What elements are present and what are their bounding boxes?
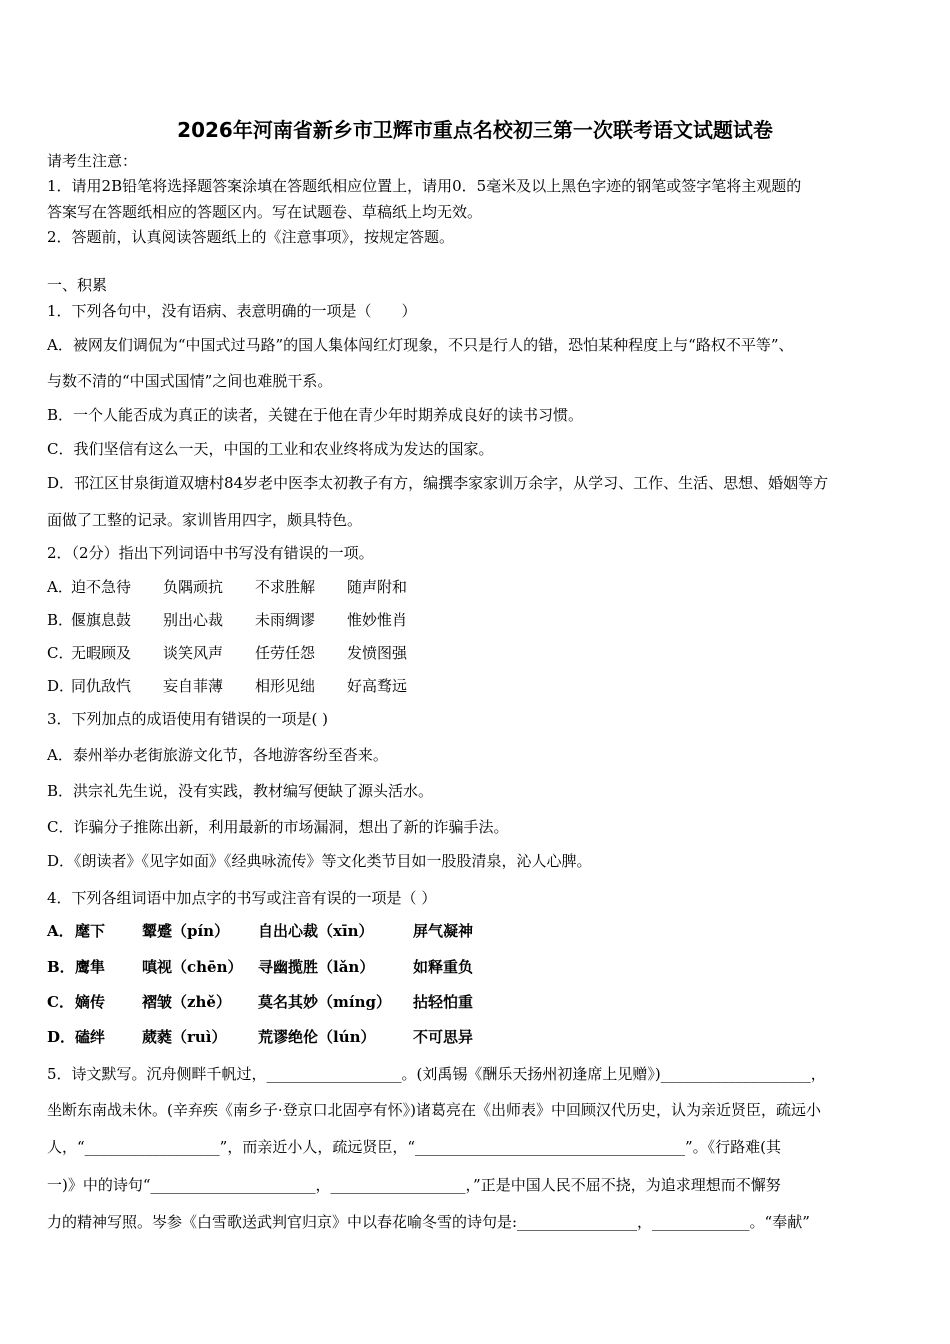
word: 偃旗息鼓 (71, 611, 132, 629)
question-2-stem: 2．（2分）指出下列词语中书写没有错误的一项。 (47, 544, 374, 562)
word: 麾下 (75, 922, 106, 940)
notice-line: 1．请用2B铅笔将选择题答案涂填在答题纸相应位置上，请用0．5毫米及以上黑色字迹的钢笔或签字笔将主观题的 (47, 177, 802, 195)
word: 惟妙惟肖 (347, 611, 408, 629)
word: 不求胜解 (255, 578, 316, 596)
question-3-option-a: A．泰州举办老街旅游文化节，各地游客纷至沓来。 (47, 746, 388, 764)
word: 谈笑风声 (163, 644, 224, 662)
word: 别出心裁 (163, 611, 224, 629)
word: 任劳任怨 (255, 644, 316, 662)
word: 葳蕤（ruì） (142, 1028, 227, 1046)
question-1-option-d-cont: 面做了工整的记录。家训皆用四字，颇具特色。 (47, 511, 363, 529)
word: 不可思异 (413, 1028, 474, 1046)
option-letter: C． (47, 644, 74, 662)
question-1-stem: 1．下列各句中，没有语病、表意明确的一项是（ ） (47, 302, 417, 320)
option-letter: A． (47, 922, 74, 940)
question-4-option-a (47, 922, 907, 940)
word: 好高骛远 (347, 677, 408, 695)
word: 同仇敌忾 (71, 677, 132, 695)
question-2-option-a (47, 578, 907, 596)
word: 发愤图强 (347, 644, 408, 662)
word: 迫不急待 (71, 578, 132, 596)
question-3-option-b: B．洪宗礼先生说，没有实践，教材编写便缺了源头活水。 (47, 782, 434, 800)
word: 磕绊 (75, 1028, 106, 1046)
option-letter: D． (47, 1028, 76, 1046)
word: 自出心裁（xīn） (258, 922, 374, 940)
option-letter: C． (47, 993, 74, 1011)
question-1-option-a-cont: 与数不清的“中国式国情”之间也难脱干系。 (47, 372, 333, 390)
notice-line: 答案写在答题纸相应的答题区内。写在试题卷、草稿纸上均无效。 (47, 203, 483, 221)
word: 莫名其妙（míng） (258, 993, 391, 1011)
notice-line: 2．答题前，认真阅读答题纸上的《注意事项》，按规定答题。 (47, 228, 455, 246)
word: 寻幽揽胜（lǎn） (258, 958, 375, 976)
word: 如释重负 (413, 958, 474, 976)
question-1-option-d: D．邗江区甘泉街道双塘村84岁老中医李太初教子有方，编撰李家家训万余字，从学习、工作、生活、思想、婚姻等方 (47, 474, 829, 492)
question-1-option-a: A．被网友们调侃为“中国式过马路”的国人集体闯红灯现象，不只是行人的错，恐怕某种程度上与“路权不平等”、 (47, 336, 794, 354)
question-5-line: 力的精神写照。岑参《白雪歌送武判官归京》中以春花喻冬雪的诗句是:________________，_____________。“奉献” (47, 1213, 810, 1231)
question-2-option-d (47, 677, 907, 695)
word: 未雨绸谬 (255, 611, 316, 629)
word: 无暇顾及 (71, 644, 132, 662)
word: 颦蹙（pín） (142, 922, 230, 940)
question-3-stem: 3．下列加点的成语使用有错误的一项是( ) (47, 710, 329, 728)
question-5-line: 人，“__________________”，而亲近小人，疏远贤臣，“____________________________________”。《行路难(其 (47, 1138, 782, 1156)
question-5-line: 5．诗文默写。沉舟侧畔千帆过，__________________。(刘禹锡《酬乐天扬州初逢席上见赠》)____________________， (47, 1065, 826, 1083)
option-letter: B． (47, 611, 74, 629)
word: 拈轻怕重 (413, 993, 474, 1011)
word: 负隅顽抗 (163, 578, 224, 596)
question-1-option-b: B．一个人能否成为真正的读者，关键在于他在青少年时期养成良好的读书习惯。 (47, 406, 584, 424)
word: 嗔视（chēn） (142, 958, 243, 976)
section-heading: 一、积累 (47, 276, 108, 294)
page-title: 2026年河南省新乡市卫辉市重点名校初三第一次联考语文试题试卷 (177, 118, 773, 142)
question-4-option-c (47, 993, 907, 1011)
word: 荒谬绝伦（lún） (258, 1028, 376, 1046)
question-2-option-b (47, 611, 907, 629)
word: 嫡传 (75, 993, 106, 1011)
question-4-option-b (47, 958, 907, 976)
word: 褶皱（zhě） (142, 993, 231, 1011)
question-5-line: 坐断东南战未休。(辛弃疾《南乡子·登京口北固亭有怀》)诸葛亮在《出师表》中回顾汉代历史，认为亲近贤臣，疏远小 (47, 1101, 821, 1119)
option-letter: A． (47, 578, 73, 596)
question-4-option-d (47, 1028, 907, 1046)
question-4-stem: 4．下列各组词语中加点字的书写或注音有误的一项是（ ） (47, 889, 437, 907)
question-2-option-c (47, 644, 907, 662)
word: 随声附和 (347, 578, 408, 596)
question-5-line: 一)》中的诗句“______________________，__________________，”正是中国人民不屈不挠，为追求理想而不懈努 (47, 1176, 781, 1194)
question-3-option-d: D．《朗读者》《见字如面》《经典咏流传》等文化类节目如一股股清泉，沁人心脾。 (47, 852, 592, 870)
question-1-option-c: C．我们坚信有这么一天，中国的工业和农业终将成为发达的国家。 (47, 440, 494, 458)
word: 鹰隼 (75, 958, 106, 976)
option-letter: B． (47, 958, 75, 976)
word: 相形见绌 (255, 677, 316, 695)
option-letter: D． (47, 677, 75, 695)
notice-heading: 请考生注意： (47, 152, 138, 170)
question-3-option-c: C．诈骗分子推陈出新，利用最新的市场漏洞，想出了新的诈骗手法。 (47, 818, 509, 836)
word: 屏气凝神 (413, 922, 474, 940)
word: 妄自菲薄 (163, 677, 224, 695)
